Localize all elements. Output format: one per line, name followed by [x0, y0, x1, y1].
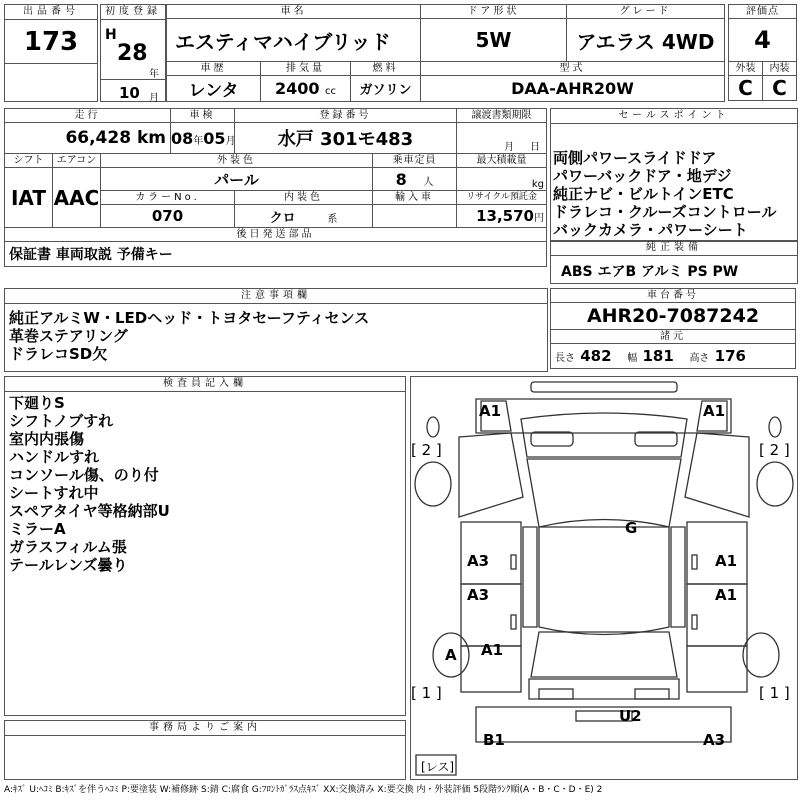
right-rear-quarter [687, 646, 747, 692]
capacity-label: 乗車定員 [373, 154, 457, 168]
transfer-label: 譲渡書類期限 [457, 109, 547, 123]
sales-point-item: ドラレコ・クルーズコントロール [553, 203, 777, 221]
door-type: 5W [421, 19, 567, 62]
capacity: 8 [395, 169, 407, 189]
recycle-fee: 13,570 [476, 207, 534, 225]
door-label: ドア形状 [421, 5, 567, 19]
shift-label: シフト [5, 154, 53, 168]
inspector-line: ガラスフィルム張 [9, 538, 127, 556]
displacement-unit: cc [325, 86, 337, 97]
shift-type: IAT [5, 168, 53, 228]
mark-left-rear-count: [ 1 ] [411, 684, 442, 702]
plate-number: 水戸 301モ483 [235, 123, 457, 154]
displacement-label: 排気量 [261, 62, 351, 76]
mark-rear-right: A3 [703, 731, 726, 749]
right-mirror [769, 417, 781, 437]
inspector-line: シフトノブすれ [9, 412, 114, 430]
first-registration-label: 初度登録 [101, 5, 165, 20]
chassis-table: 車台番号 AHR20-7087242 諸元 長さ 482 幅 181 高さ 176 [550, 288, 796, 369]
inspection-month: 05 [203, 128, 226, 148]
month-unit: 月 [149, 93, 159, 104]
reg-month: 10 [119, 84, 140, 102]
score-label: 評価点 [729, 5, 797, 19]
import-label: 輸入車 [373, 191, 457, 205]
vehicle-header-table [166, 4, 725, 102]
inspector-line: ミラーA [9, 520, 66, 538]
ac-type: AAC [53, 168, 101, 228]
inspector-line: シートすれ中 [9, 484, 99, 502]
mark-spare: [レス] [421, 760, 455, 774]
office-box [4, 720, 406, 780]
right-rear-tire [743, 633, 779, 677]
note-line: ドラレコSD欠 [9, 345, 108, 363]
score: 4 [729, 19, 797, 62]
inspector-line: コンソール傷、のり付 [9, 466, 159, 484]
right-front-fender [685, 433, 749, 517]
rear-bumper [476, 707, 731, 742]
history-label: 車歴 [167, 62, 261, 76]
right-front-tire [757, 462, 793, 506]
displacement: 2400 [274, 79, 320, 98]
mark-front-left: A1 [479, 402, 502, 420]
width: 181 [642, 347, 674, 365]
grade: アエラス 4WD [567, 19, 725, 62]
note-line: 革巻ステアリング [9, 327, 128, 345]
front-bumper [531, 382, 677, 392]
later-parts: 保証書 車両取説 予備キー [5, 242, 547, 267]
ext-color: パール [101, 168, 373, 191]
int-color: クロ [269, 210, 296, 226]
equipment-label: 純正装備 [551, 241, 797, 256]
car-name: エスティマハイブリッド [167, 19, 421, 62]
load-label: 最大積載量 [457, 154, 547, 168]
int-color-label: 内装色 [235, 191, 373, 205]
exterior-label: 外装 [729, 62, 763, 76]
inspector-box [4, 376, 406, 716]
chassis-number: AHR20-7087242 [551, 303, 796, 330]
damage-diagram [410, 376, 798, 780]
inspector-list [9, 394, 170, 574]
mark-rear-bumper: U2 [619, 707, 642, 725]
hood [521, 413, 687, 457]
mark-right-rear-count: [ 1 ] [759, 684, 790, 702]
sales-point-item: 両側パワースライドドア [553, 149, 717, 167]
recycle-label: リサイクル預託金 [457, 191, 547, 205]
sales-points-list [553, 149, 777, 239]
chassis-label: 車台番号 [551, 289, 796, 303]
sales-points-label: セールスポイント [551, 109, 797, 124]
inspection-label: 車検 [171, 109, 235, 123]
left-front-tire [415, 462, 451, 506]
dimensions-label: 諸元 [551, 330, 796, 344]
car-name-label: 車名 [167, 5, 421, 19]
ext-color-label: 外装色 [101, 154, 373, 168]
first-registration-box [100, 4, 166, 102]
mark-roof: G [625, 519, 638, 537]
mark-left-rear-panel: A1 [481, 641, 504, 659]
equipment-box [550, 240, 798, 284]
plate-label: 登録番号 [235, 109, 457, 123]
roof [539, 520, 669, 635]
mileage-unit: km [136, 128, 166, 148]
inspector-line: スペアタイヤ等格納部U [9, 502, 170, 520]
car-outline-diagram [411, 377, 797, 779]
equipment: ABS エアB アルミ PS PW [561, 264, 739, 280]
sales-points-box [550, 108, 798, 242]
import-value [373, 205, 457, 228]
height: 176 [714, 347, 746, 365]
lot-number: 173 [23, 27, 79, 57]
mark-left-front-door: A3 [467, 552, 490, 570]
mark-rear-left: B1 [483, 731, 505, 749]
mileage-label: 走行 [5, 109, 171, 123]
mark-right-front-door: A1 [715, 552, 738, 570]
mark-left-rear-door: A3 [467, 586, 490, 604]
exterior-grade: C [729, 76, 763, 101]
sales-point-item: 純正ナビ・ビルトインETC [553, 185, 734, 203]
mark-right-rear-door: A1 [715, 586, 738, 604]
left-front-fender [459, 433, 523, 517]
model-label: 型式 [421, 62, 725, 76]
sales-point-item: パワーバックドア・地デジ [553, 167, 732, 185]
lot-number-label: 出品番号 [5, 5, 97, 20]
interior-grade: C [763, 76, 797, 101]
mark-right-front-count: [ 2 ] [759, 441, 790, 459]
notes-label: 注意事項欄 [5, 289, 547, 304]
model-code: DAA-AHR20W [421, 76, 725, 102]
lot-number-box [4, 4, 98, 102]
mark-left-rear-wheel: A [445, 646, 457, 664]
grade-label: グレード [567, 5, 725, 19]
history: レンタ [167, 76, 261, 102]
mark-front-right: A1 [703, 402, 726, 420]
notes-list [9, 309, 369, 363]
inspector-line: テールレンズ曇り [9, 556, 128, 574]
length: 482 [580, 347, 612, 365]
windshield [527, 459, 681, 527]
front-bumper-shape [476, 399, 731, 433]
inspection-year: 08 [171, 128, 194, 148]
reg-year: 28 [117, 41, 148, 66]
inspector-line: ハンドルすれ [9, 448, 100, 466]
year-unit: 年 [149, 69, 159, 80]
later-parts-label: 後日発送部品 [5, 228, 547, 242]
rear-window [531, 632, 677, 677]
left-mirror [427, 417, 439, 437]
ac-label: エアコン [53, 154, 101, 168]
era: H [105, 27, 117, 43]
legend: A:ｷｽﾞ U:ﾍｺﾐ B:ｷｽﾞを伴うﾍｺﾐ P:要塗装 W:補修跡 S:錆 C:腐食 G:ﾌﾛﾝﾄｶﾞﾗｽ点ｷｽﾞ XX:交換済み X:要交換 内・外装評価 5段階ﾗﾝｸ順(A・B・C・D・E) 2 [4, 785, 603, 795]
interior-label: 内装 [763, 62, 797, 76]
inspector-label: 検査員記入欄 [5, 377, 405, 392]
mileage: 66,428 [65, 128, 132, 148]
mark-left-front-count: [ 2 ] [411, 441, 442, 459]
color-no: 070 [101, 205, 235, 228]
note-line: 純正アルミW・LEDヘッド・トヨタセーフティセンス [9, 309, 370, 327]
inspector-line: 下廻りS [9, 394, 65, 412]
fuel: ガソリン [351, 76, 421, 102]
inspector-line: 室内内張傷 [9, 430, 85, 448]
notes-box [4, 288, 548, 372]
vehicle-detail-table: 走行 車検 登録番号 譲渡書類期限 66,428 km 08年05月 水戸 301モ483 月 日 シフト エアコン 外装色 乗車定員 最大積載量 IAT AAC パール 8 人 kg カラーNo. 内装色 輸入車 リサイクル預託金 070 クロ 系 13,570円 後日発送部品 保証書 車両取説 予備キー [4, 108, 547, 267]
fuel-label: 燃料 [351, 62, 421, 76]
office-label: 事務局よりご案内 [5, 721, 405, 736]
sales-point-item: バックカメラ・パワーシート [553, 221, 748, 239]
score-table [728, 4, 797, 101]
color-no-label: カラーNo. [101, 191, 235, 205]
